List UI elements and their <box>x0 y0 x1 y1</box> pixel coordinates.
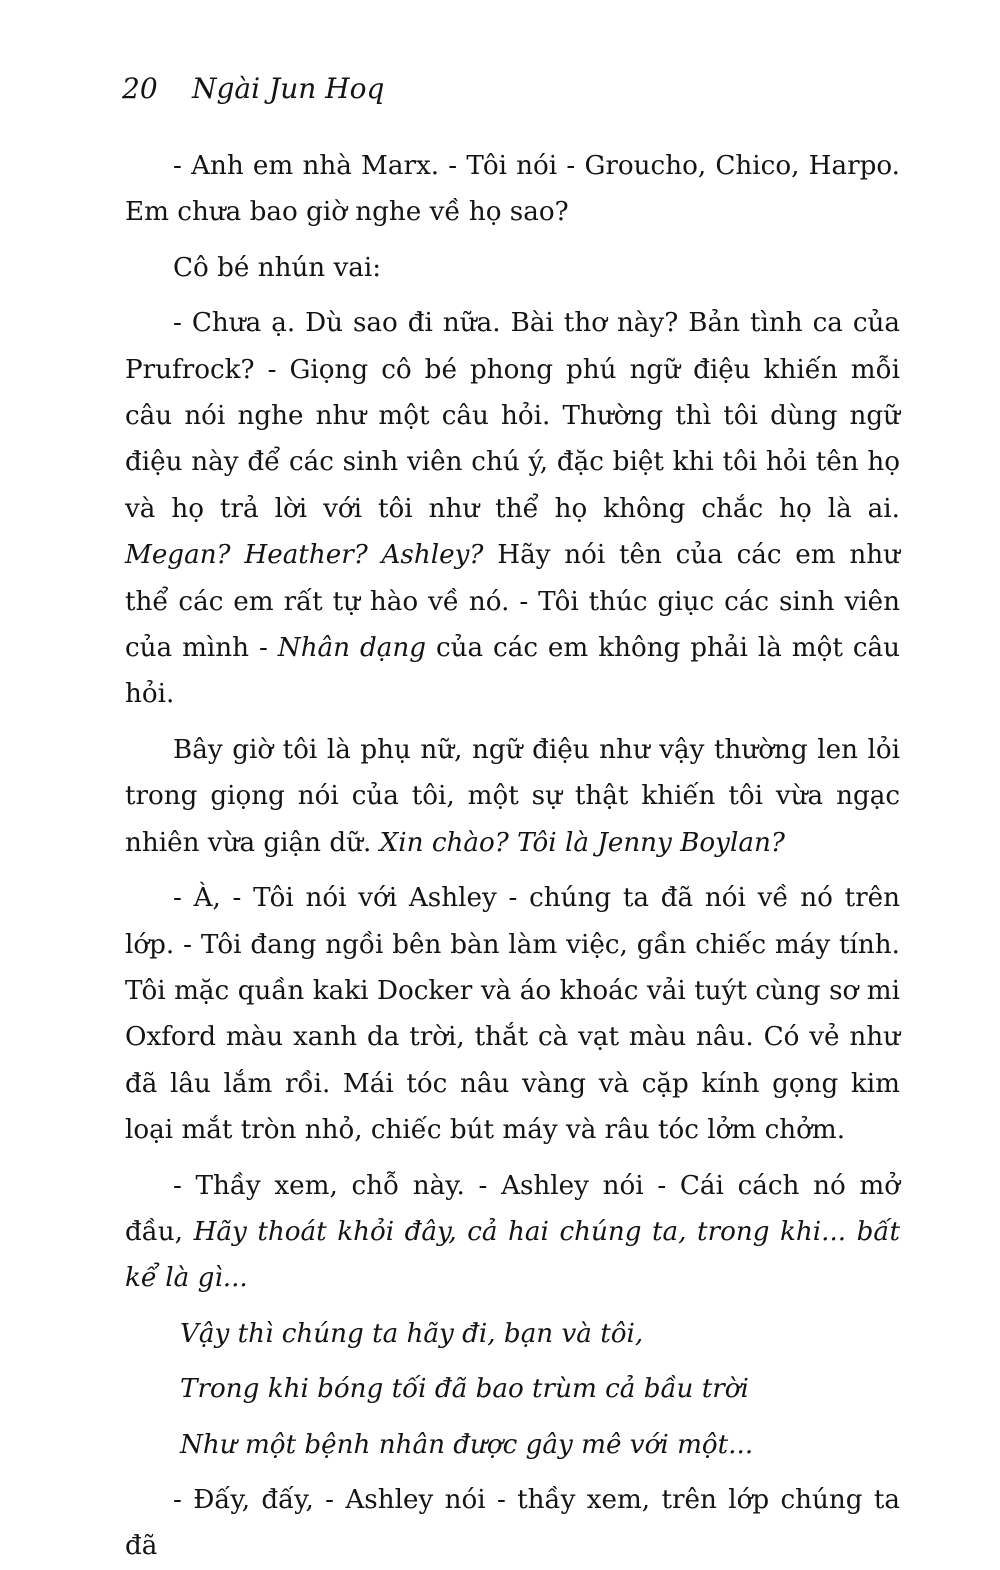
paragraph-3-italic-names: Megan? Heather? Ashley? <box>125 540 484 571</box>
paragraph-3-text-e: của các em không phải là một câu hỏi. <box>125 633 900 710</box>
paragraph-3-text-a: - Chưa ạ. Dù sao đi nữa. Bài thơ này? Bản tình ca của Prufrock? - Giọng cô bé phong phú ngữ điệu khiến mỗi câu nói nghe như một câu hỏi. Thường thì tôi dùng ngữ điệu này để các sinh viên chú ý, đặc biệt khi tôi hỏi tên họ và họ trả lời với tôi như thể họ không chắc họ là ai. <box>125 308 900 524</box>
verse-line-2: Trong khi bóng tối đã bao trùm cả bầu trời <box>180 1374 749 1405</box>
paragraph-1: - Anh em nhà Marx. - Tôi nói - Groucho, Chico, Harpo. Em chưa bao giờ nghe về họ sao? <box>125 151 900 228</box>
paragraph-6-italic: Hãy thoát khỏi đây, cả hai chúng ta, trong khi... bất kể là gì... <box>125 1216 900 1294</box>
paragraph-4 <box>125 727 900 866</box>
paragraph-4-text-a: Bây giờ tôi là phụ nữ, ngữ điệu như vậy thường len lỏi trong giọng nói của tôi, một sự thật khiến tôi vừa ngạc nhiên vừa giận dữ. <box>125 734 900 858</box>
book-title: Ngài Jun Hoq <box>192 72 385 105</box>
paragraph-5: - À, - Tôi nói với Ashley - chúng ta đã nói về nó trên lớp. - Tôi đang ngồi bên bàn làm việc, gần chiếc máy tính. Tôi mặc quần kaki Docker và áo khoác vải tuýt cùng sơ mi Oxford màu xanh da trời, thắt cà vạt màu nâu. Có vẻ như đã lâu lắm rồi. Mái tóc nâu vàng và cặp kính gọng kim loại mắt tròn nhỏ, chiếc bút máy và râu tóc lởm chởm. <box>125 883 900 1146</box>
verse-line-1: Vậy thì chúng ta hãy đi, bạn và tôi, <box>180 1318 644 1349</box>
paragraph-6 <box>125 1163 900 1302</box>
paragraph-6-text-a: - Thầy xem, chỗ này. - Ashley nói - Cái cách nó mở đầu, <box>125 1170 900 1247</box>
paragraph-3 <box>125 300 900 718</box>
paragraph-4-italic: Xin chào? Tôi là Jenny Boylan? <box>379 827 785 858</box>
page-number: 20 <box>122 72 158 105</box>
paragraph-7: - Đấy, đấy, - Ashley nói - thầy xem, trên lớp chúng ta đã <box>125 1484 900 1562</box>
verse-line-3: Như một bệnh nhân được gây mê với một... <box>180 1429 754 1460</box>
body-text <box>125 143 900 1570</box>
paragraph-3-italic-word: Nhân dạng <box>277 633 426 664</box>
paragraph-3-text-c: Hãy nói tên của các em như thể các em rất tự hào về nó. - Tôi thúc giục các sinh viên của mình - <box>125 540 901 664</box>
paragraph-2: Cô bé nhún vai: <box>173 252 382 283</box>
